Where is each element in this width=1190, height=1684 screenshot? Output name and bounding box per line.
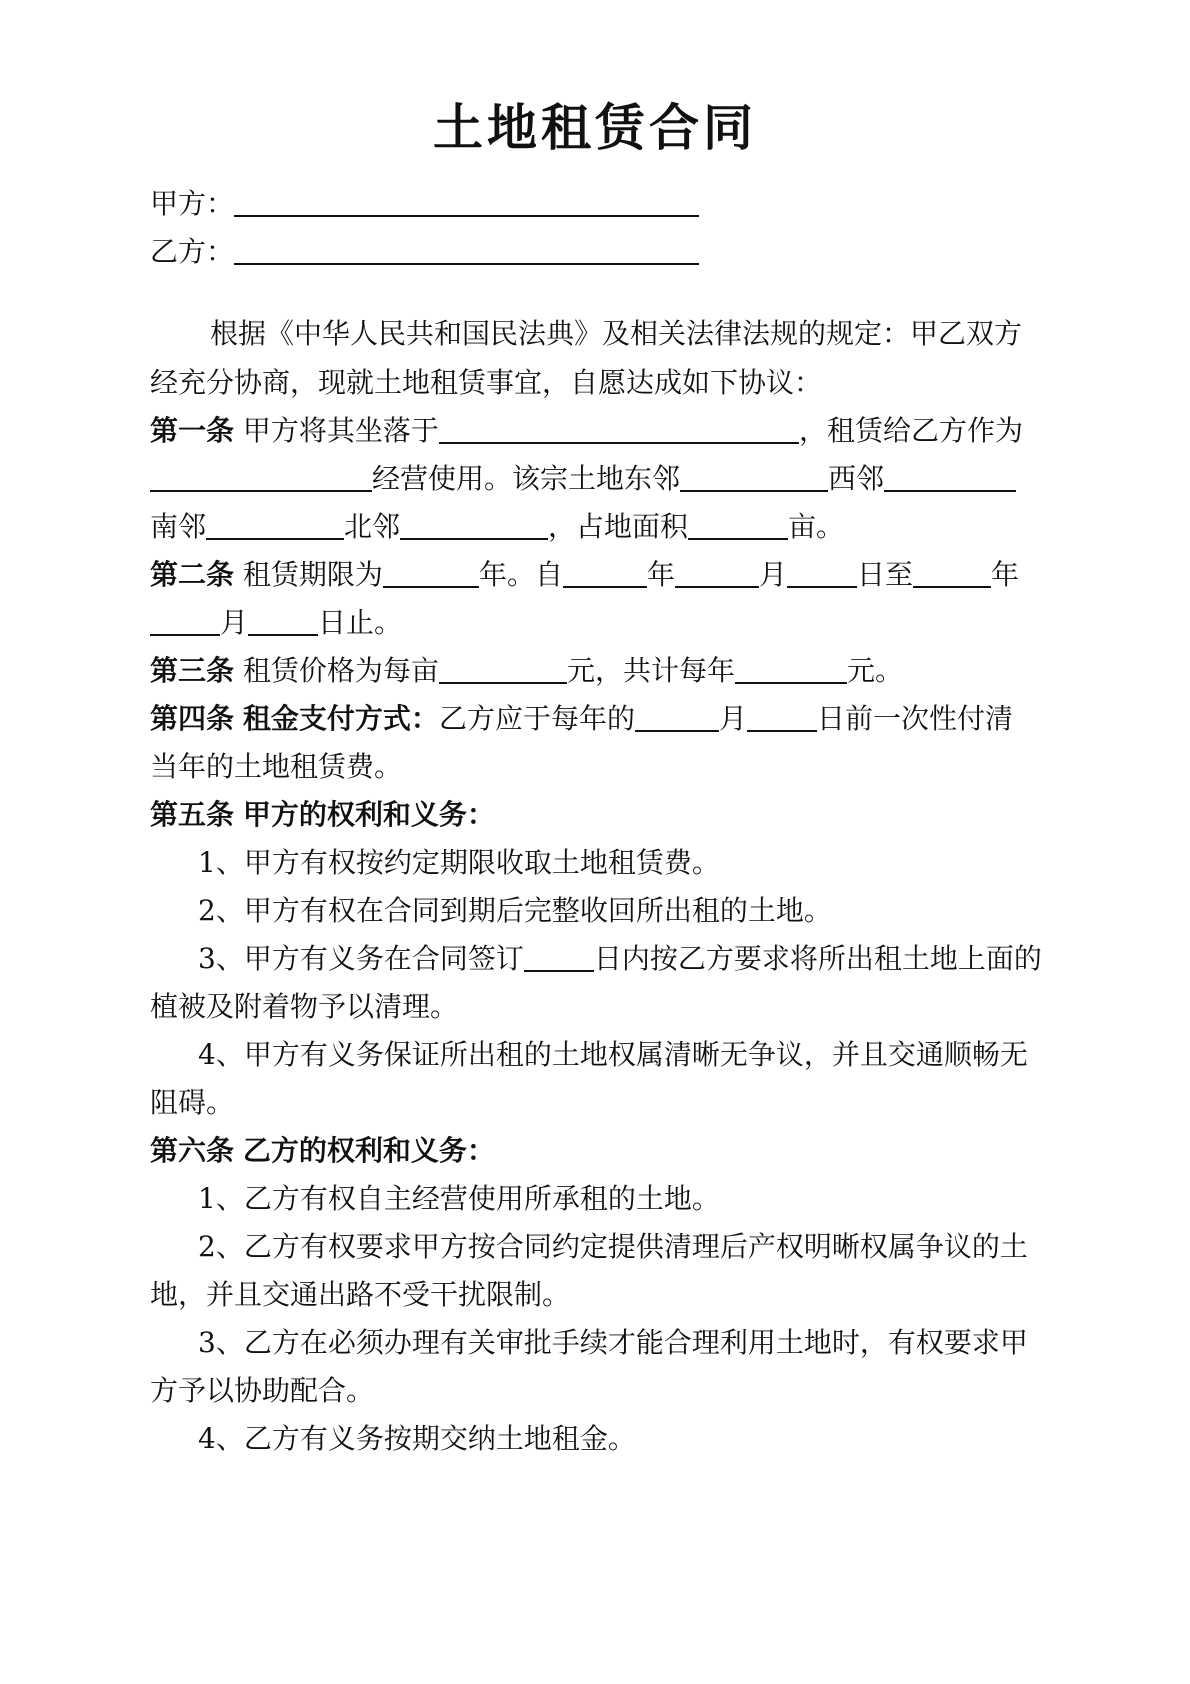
article-3-label: 第三条 [150, 654, 235, 687]
preamble-line-1: 根据《中华人民共和国民法典》及相关法律法规的规定：甲乙双方 [210, 317, 1023, 350]
article-2-text: 日止。 [318, 606, 403, 639]
article-4-label: 第四条 [150, 702, 235, 735]
article-6-item-2-line-2: 地，并且交通出路不受干扰限制。 [150, 1278, 571, 1311]
party-b-label: 乙方： [150, 235, 235, 268]
article-4-heading: 租金支付方式： [242, 702, 439, 735]
article-1-text: 南邻 [150, 510, 207, 543]
article-1-line-3 [150, 509, 844, 545]
article-2-text: 年 [991, 558, 1020, 591]
preamble-line-2: 经充分协商，现就土地租赁事宜，自愿达成如下协议： [150, 366, 823, 399]
article-6-item-1: 1、乙方有权自主经营使用所承租的土地。 [198, 1182, 720, 1215]
clearance-days-blank[interactable] [524, 942, 594, 972]
article-5-item-1: 1、甲方有权按约定期限收取土地租赁费。 [198, 846, 720, 879]
article-4-text: 月 [718, 702, 747, 735]
article-2-text: 租赁期限为 [242, 558, 383, 591]
article-4-line-2: 当年的土地租赁费。 [150, 750, 403, 783]
party-b-blank[interactable] [234, 235, 699, 265]
usage-blank[interactable] [150, 462, 372, 492]
article-1-line-2 [150, 461, 1016, 497]
article-5-item-4-line-2: 阻碍。 [150, 1086, 235, 1119]
article-2-text: 月 [220, 606, 249, 639]
north-neighbor-blank[interactable] [400, 510, 548, 540]
west-neighbor-blank[interactable] [884, 462, 1016, 492]
east-neighbor-blank[interactable] [680, 462, 828, 492]
annual-total-blank[interactable] [735, 654, 847, 684]
area-blank[interactable] [688, 510, 788, 540]
article-5-item-3-line-2: 植被及附着物予以清理。 [150, 990, 459, 1023]
article-2-text: 月 [758, 558, 787, 591]
article-5-heading-line [150, 797, 495, 833]
payment-day-blank[interactable] [747, 702, 817, 732]
article-1-text: 甲方将其坐落于 [242, 414, 439, 447]
end-day-blank[interactable] [248, 606, 318, 636]
party-a-blank[interactable] [234, 187, 699, 217]
end-month-blank[interactable] [150, 606, 220, 636]
article-6-item-3-line-1: 3、乙方在必须办理有关审批手续才能合理利用土地时，有权要求甲 [198, 1326, 1028, 1359]
article-1-line-1 [150, 413, 1023, 449]
article-2-label: 第二条 [150, 558, 235, 591]
article-3-text: 元。 [846, 654, 903, 687]
article-2-text: 日至 [856, 558, 913, 591]
party-b-line [150, 234, 699, 270]
article-1-text: 北邻 [344, 510, 401, 543]
article-5-item-3-line-1 [198, 941, 1042, 977]
article-5-text: 3、甲方有义务在合同签订 [198, 942, 524, 975]
article-1-text: ，租赁给乙方作为 [798, 414, 1023, 447]
article-1-text: 经营使用。该宗土地东邻 [372, 462, 681, 495]
article-3-line-1 [150, 653, 903, 689]
south-neighbor-blank[interactable] [206, 510, 344, 540]
article-6-item-4: 4、乙方有义务按期交纳土地租金。 [198, 1422, 636, 1455]
payment-month-blank[interactable] [635, 702, 719, 732]
article-2-text: 年 [646, 558, 675, 591]
end-year-blank[interactable] [913, 558, 991, 588]
article-5-text: 日内按乙方要求将所出租土地上面的 [593, 942, 1042, 975]
start-month-blank[interactable] [675, 558, 759, 588]
article-3-text: 租赁价格为每亩 [242, 654, 439, 687]
article-5-heading: 甲方的权利和义务： [242, 798, 495, 831]
party-a-label: 甲方： [150, 187, 235, 220]
article-5-item-2: 2、甲方有权在合同到期后完整收回所出租的土地。 [198, 894, 832, 927]
article-6-item-3-line-2: 方予以协助配合。 [150, 1374, 375, 1407]
article-1-text: 西邻 [828, 462, 885, 495]
article-5-item-4-line-1: 4、甲方有义务保证所出租的土地权属清晰无争议，并且交通顺畅无 [198, 1038, 1028, 1071]
article-6-label: 第六条 [150, 1134, 235, 1167]
article-1-text: ，占地面积 [548, 510, 689, 543]
article-1-text: 亩。 [788, 510, 845, 543]
location-blank[interactable] [439, 414, 799, 444]
article-3-text: 元，共计每年 [566, 654, 735, 687]
article-4-text: 日前一次性付清 [816, 702, 1013, 735]
article-1-label: 第一条 [150, 414, 235, 447]
article-4-text: 乙方应于每年的 [438, 702, 635, 735]
article-6-heading-line [150, 1133, 495, 1169]
article-5-label: 第五条 [150, 798, 235, 831]
article-2-text: 年。自 [478, 558, 563, 591]
term-years-blank[interactable] [383, 558, 479, 588]
article-4-line-1 [150, 701, 1013, 737]
article-2-line-2 [150, 605, 402, 641]
article-2-line-1 [150, 557, 1019, 593]
article-6-heading: 乙方的权利和义务： [242, 1134, 495, 1167]
start-day-blank[interactable] [787, 558, 857, 588]
start-year-blank[interactable] [563, 558, 647, 588]
price-per-mu-blank[interactable] [439, 654, 567, 684]
article-6-item-2-line-1: 2、乙方有权要求甲方按合同约定提供清理后产权明晰权属争议的土 [198, 1230, 1028, 1263]
party-a-line [150, 186, 699, 222]
contract-title: 土地租赁合同 [433, 98, 757, 157]
